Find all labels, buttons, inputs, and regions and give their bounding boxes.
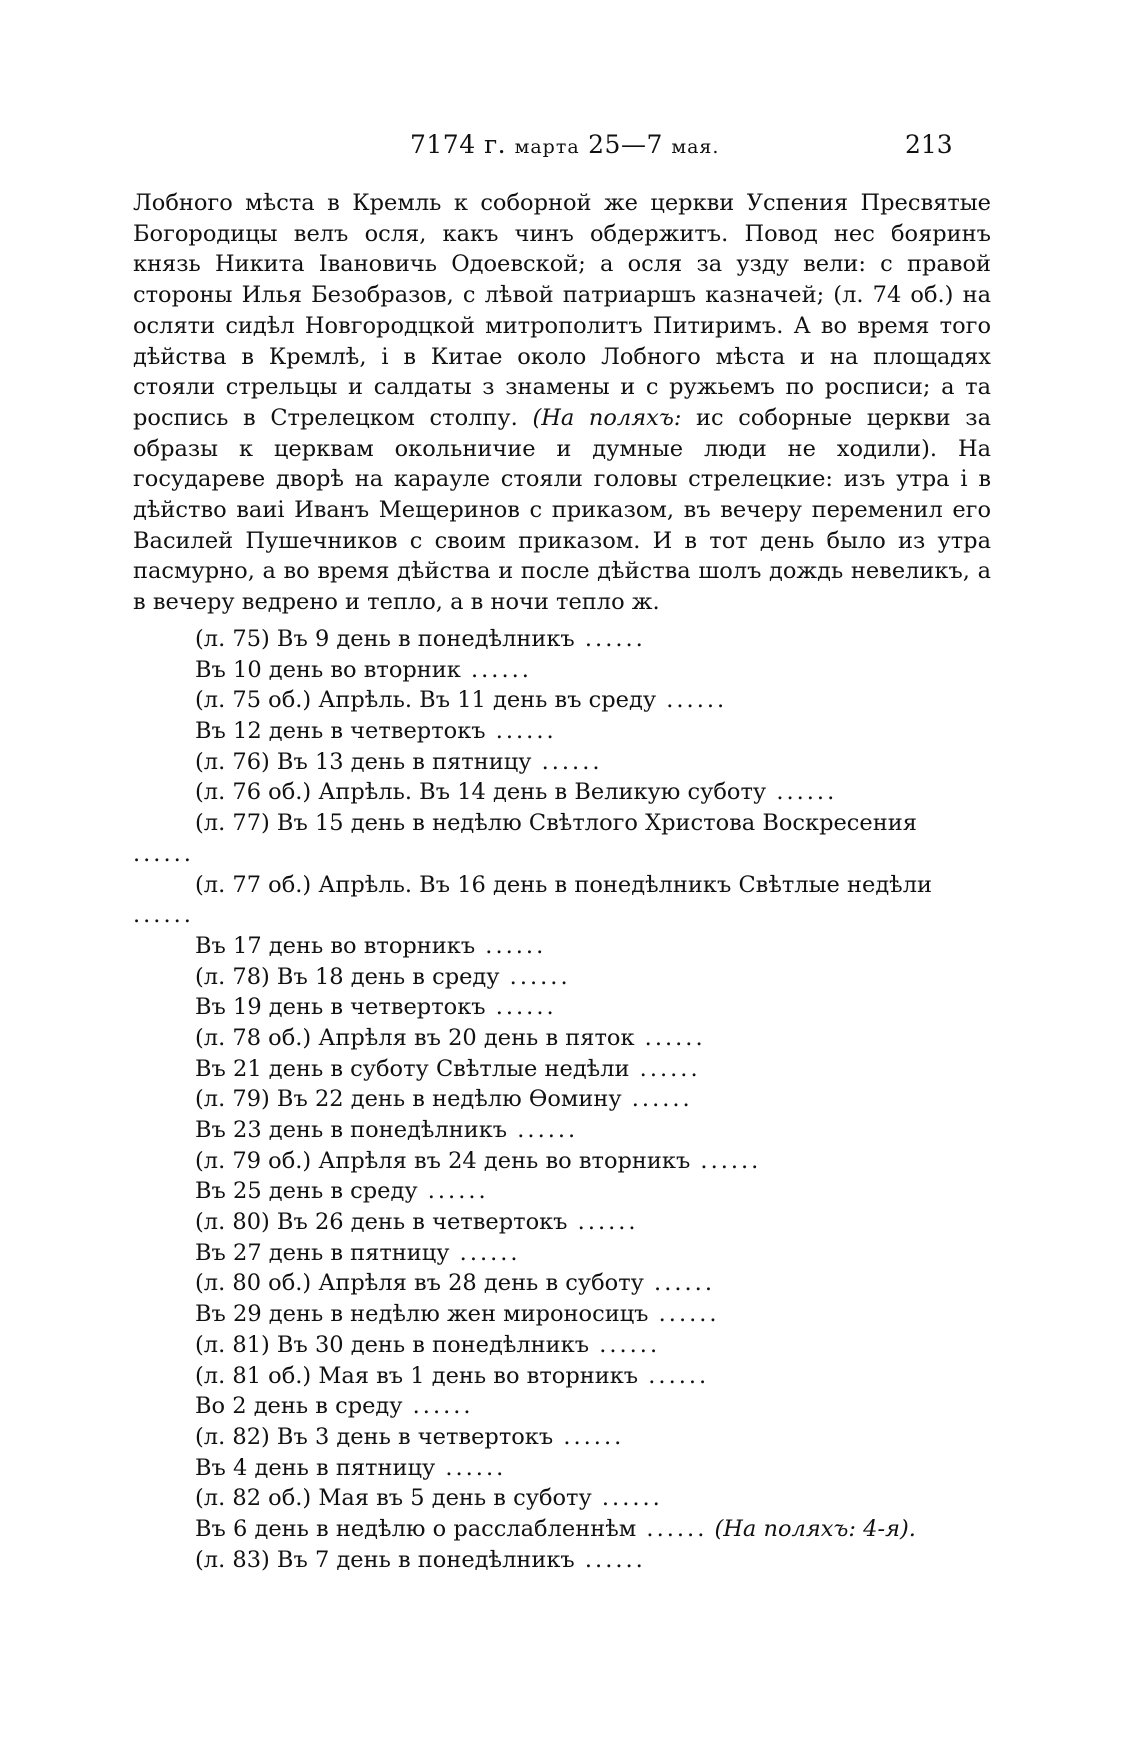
list-item [133, 1422, 993, 1453]
entry-text: Во 2 день в среду [195, 1393, 403, 1420]
entry-dots: ...... [460, 656, 532, 683]
running-head-month: марта [514, 136, 580, 158]
page-number: 213 [905, 130, 953, 159]
list-item [133, 931, 993, 962]
list-item [133, 624, 993, 655]
entry-dots: ...... [417, 1178, 489, 1205]
entry-dots: ...... [507, 1117, 579, 1144]
entry-text: (л. 76 об.) Апрѣль. Въ 14 день в Великую суботу [195, 779, 767, 806]
entry-dots: ...... [475, 932, 547, 959]
list-item [133, 1115, 993, 1146]
entry-text: Въ 4 день в пятницу [195, 1454, 436, 1481]
list-item [133, 1054, 993, 1085]
list-item [133, 962, 993, 993]
entry-text: (л. 79) Въ 22 день в недѣлю Ѳомину [195, 1086, 622, 1113]
entry-text: Въ 10 день во вторник [195, 656, 461, 683]
entry-dots: ...... [449, 1239, 521, 1266]
list-item [133, 1514, 993, 1545]
entry-text: (л. 81) Въ 30 день в понедѣлникъ [195, 1331, 590, 1358]
running-head-range: 25—7 [588, 130, 663, 159]
entry-dots: ...... [621, 1086, 693, 1113]
entry-text: Въ 17 день во вторникъ [195, 932, 476, 959]
entry-dots: ...... [567, 1209, 639, 1236]
entry-dots: ...... [485, 718, 557, 745]
entry-dots: ...... [499, 963, 571, 990]
entry-dots: ...... [643, 1270, 715, 1297]
entry-text: (л. 77 об.) Апрѣль. Въ 16 день в понедѣлникъ Свѣтлые недѣли [195, 871, 933, 898]
entry-text: Въ 25 день в среду [195, 1178, 418, 1205]
entry-margin-note: (На поляхъ: 4-я). [707, 1515, 916, 1542]
entry-dots: ...... [690, 1147, 762, 1174]
entry-text: (л. 81 об.) Мая въ 1 день во вторникъ [195, 1362, 639, 1389]
entry-text: (л. 80 об.) Апрѣля въ 28 день в суботу [195, 1270, 644, 1297]
entry-dots: ...... [656, 687, 728, 714]
entry-text: (л. 75 об.) Апрѣль. Въ 11 день въ среду [195, 687, 657, 714]
entry-text: Въ 21 день в суботу Свѣтлые недѣли [195, 1055, 630, 1082]
entry-dots: ...... [591, 1485, 663, 1512]
entry-dots: ...... [574, 626, 646, 652]
entry-text: (л. 79 об.) Апрѣля въ 24 день во вторникъ [195, 1147, 691, 1174]
list-item [133, 1207, 993, 1238]
list-item [133, 1023, 993, 1054]
paragraph-text-start: Лобного мѣста в Кремль к соборной же церкви Успения Пресвятые Богородицы велъ осля, какъ чинъ обдержитъ. Повод нес бояринъ князь Никита Івановичь Одоевской; а осля за узду вели: с правой стороны Илья Безобразов, с лѣвой патриаршъ казначей; (л. 74 об.) на осляти сидѣл Новгородцкой митрополитъ Питиримъ. А во время того дѣйства в Кремлѣ, і в Китае около Лобного мѣста и на площадях стояли стрельцы и салдаты з знамены и с ружьемъ по росписи; а та роспись в Стрелецком столпу. [133, 190, 991, 431]
entry-text: (л. 78) Въ 18 день в среду [195, 963, 500, 990]
list-item [133, 1361, 993, 1392]
entry-dots: ...... [589, 1331, 661, 1358]
list-item [133, 1483, 993, 1514]
entry-text: (л. 83) Въ 7 день в понедѣлникъ [195, 1546, 575, 1573]
running-head-year: 7174 г. [410, 130, 507, 159]
page-header [0, 130, 1140, 166]
entry-dots: ...... [766, 779, 838, 806]
list-item [133, 685, 993, 716]
entry-dots: ...... [638, 1362, 710, 1389]
paragraph-text-end: ис соборные церкви за образы к церквам окольничие и думные люди не ходили). На государеве дворѣ на карауле стояли головы стрелецкие: изъ утра і в дѣйство ваиі Иванъ Мещеринов с приказом, въ вечеру переменил его Василей Пушечников с своим приказом. И в тот день было из утра пасмурно, а во время дѣйства и после дѣйства шолъ дождь невеликъ, а в вечеру ведрено и тепло, а в ночи тепло ж. [133, 404, 991, 616]
body-paragraph [133, 188, 991, 618]
day-entries-list [133, 624, 993, 1575]
list-item [133, 1330, 993, 1361]
entry-dots: ...... [435, 1454, 507, 1481]
list-item [133, 1299, 993, 1330]
entry-text: Въ 19 день в четвертокъ [195, 994, 486, 1021]
entry-dots: ...... [636, 1515, 708, 1542]
running-head-month-end: мая. [671, 136, 720, 158]
entry-text: (л. 80) Въ 26 день в четвертокъ [195, 1209, 568, 1236]
entry-dots: ...... [485, 994, 557, 1021]
entry-text: Въ 12 день в четвертокъ [195, 718, 486, 745]
entry-text: Въ 23 день в понедѣлникъ [195, 1117, 508, 1144]
entry-text: (л. 76) Въ 13 день в пятницу [195, 748, 532, 775]
entry-text: Въ 6 день в недѣлю о расслабленнѣм [195, 1515, 637, 1542]
entry-text: (л. 82) Въ 3 день в четвертокъ [195, 1423, 554, 1450]
entry-text: Въ 27 день в пятницу [195, 1239, 450, 1266]
entry-text: (л. 78 об.) Апрѣля въ 20 день в пяток [195, 1024, 635, 1051]
entry-text: Въ 29 день в недѣлю жен мироносицъ [195, 1301, 649, 1328]
entry-dots: ...... [648, 1301, 720, 1328]
entry-dots: ...... [629, 1055, 701, 1082]
entry-dots: ...... [574, 1546, 646, 1573]
list-item [133, 1146, 993, 1177]
entry-dots: ...... [402, 1393, 474, 1420]
list-item [133, 1084, 993, 1115]
list-item [133, 716, 993, 747]
margin-note-label: (На поляхъ: [532, 404, 682, 431]
entry-dots: ...... [133, 902, 194, 929]
list-item [133, 1545, 993, 1576]
list-item [133, 870, 993, 931]
list-item [133, 992, 993, 1023]
list-item [133, 777, 993, 808]
entry-text: (л. 75) Въ 9 день в понедѣлникъ [195, 626, 575, 652]
entry-text: (л. 82 об.) Мая въ 5 день в суботу [195, 1485, 592, 1512]
list-item [133, 1391, 993, 1422]
list-item [133, 1176, 993, 1207]
list-item [133, 1453, 993, 1484]
entry-dots: ...... [553, 1423, 625, 1450]
list-item [133, 747, 993, 778]
running-head [410, 130, 719, 159]
entry-dots: ...... [634, 1024, 706, 1051]
list-item [133, 1268, 993, 1299]
list-item [133, 1238, 993, 1269]
entry-dots: ...... [133, 840, 194, 867]
entry-text: (л. 77) Въ 15 день в недѣлю Свѣтлого Христова Воскресения [195, 810, 917, 837]
list-item [133, 808, 993, 869]
list-item [133, 655, 993, 686]
entry-dots: ...... [531, 748, 603, 775]
